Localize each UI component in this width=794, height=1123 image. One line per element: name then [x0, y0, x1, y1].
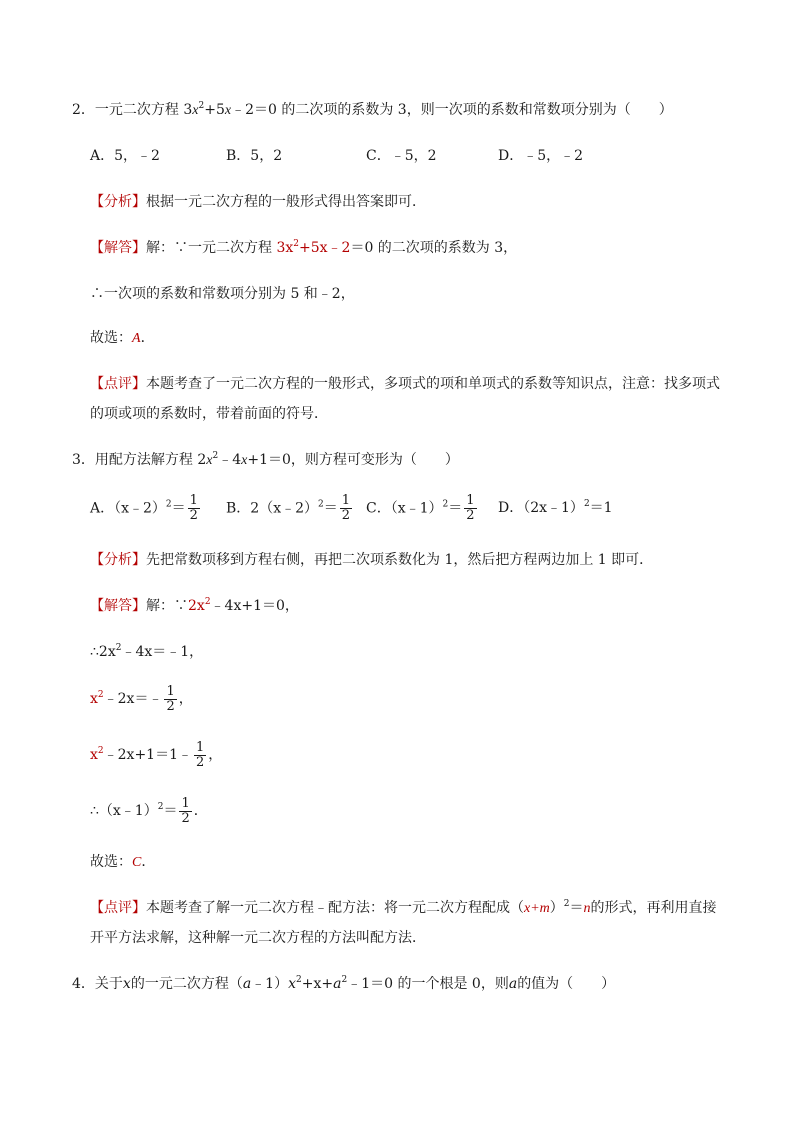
- q2-stem-text2: +5: [204, 102, 225, 118]
- comment-tag: 【点评】: [90, 376, 146, 392]
- q2-exp: 2: [198, 101, 205, 111]
- fraction-num: 1: [466, 493, 475, 508]
- comment-paren: ）: [549, 900, 564, 916]
- comment-text: 本题考查了解一元二次方程﹣配方法：将一元二次方程配成（: [146, 900, 524, 916]
- fraction-den: 2: [341, 508, 351, 523]
- fraction-num: 1: [166, 683, 175, 699]
- fraction-den: 2: [196, 754, 205, 770]
- step-text: ﹣2x+1＝1﹣: [103, 747, 192, 763]
- step-end: ，: [178, 691, 193, 707]
- fraction: [340, 494, 352, 523]
- analysis-text: 根据一元二次方程的一般形式得出答案即可．: [146, 194, 426, 210]
- q3-var: x: [206, 453, 213, 468]
- q2-option-b[interactable]: B．5，2: [226, 148, 283, 164]
- q2-choice: [90, 328, 155, 349]
- q2-stem: [72, 100, 673, 121]
- fraction-num: 1: [341, 493, 351, 508]
- step-var: x: [90, 747, 98, 763]
- q3-step1: [90, 642, 203, 662]
- q2-var: x: [192, 103, 199, 118]
- q2-analysis: [90, 192, 426, 212]
- q3-option-b[interactable]: [226, 494, 354, 523]
- q3-choice: [90, 852, 155, 873]
- q3-option-c[interactable]: [366, 494, 479, 523]
- q4-stem-text5: ﹣1＝0 的一个根是 0，则: [347, 976, 509, 992]
- option-eq: ＝: [171, 500, 186, 517]
- q3-stem-text3: +1＝0，则方程可变形为（ ）: [247, 452, 459, 468]
- answer-math: 2x: [188, 598, 205, 614]
- q4-var-a: a: [242, 976, 252, 992]
- option-text: C．（x﹣1）: [366, 500, 443, 517]
- choice-letter: A: [132, 331, 141, 346]
- q2-var2: x: [224, 103, 232, 118]
- option-text: B．2（x﹣2）: [226, 500, 318, 517]
- fraction-den: 2: [166, 698, 175, 714]
- comment-var: n: [583, 901, 591, 916]
- q3-answer: [90, 596, 299, 616]
- comment-text2: 的形式，再利用直接: [590, 900, 717, 916]
- q3-comment-line2: 开平方法求解，这种解一元二次方程的方法叫配方法．: [90, 930, 426, 946]
- q3-comment-line1: [90, 898, 717, 919]
- step-exp: 2: [97, 690, 104, 700]
- fraction-num: 1: [181, 795, 190, 811]
- option-eq: ＝: [323, 500, 338, 517]
- fraction: [164, 685, 176, 714]
- step-exp: 2: [157, 802, 164, 812]
- comment-eq: ＝: [569, 900, 584, 916]
- answer-tag: 【解答】: [90, 598, 146, 614]
- analysis-text: 先把常数项移到方程右侧，再把二次项系数化为 1，然后把方程两边加上 1 即可．: [146, 552, 654, 568]
- choice-end: ．: [141, 854, 156, 870]
- q2-stem-text: 2．一元二次方程 3: [72, 102, 193, 118]
- choice-letter: C: [132, 855, 142, 870]
- q4-var: x: [122, 976, 131, 992]
- q4-stem: [72, 974, 615, 994]
- step-text: ∴（x﹣1）: [90, 803, 158, 819]
- answer-math: 3x: [276, 240, 294, 256]
- choice-end: ．: [140, 330, 155, 346]
- q3-option-a[interactable]: [90, 494, 202, 523]
- q2-comment-line2: 的项或项的系数时，带着前面的符号．: [90, 406, 328, 422]
- q3-step2: [90, 684, 193, 714]
- fraction-num: 1: [189, 493, 198, 508]
- answer-tag: 【解答】: [90, 240, 146, 256]
- analysis-tag: 【分析】: [90, 194, 146, 210]
- option-exp: 2: [442, 499, 449, 510]
- option-exp: 2: [583, 499, 590, 509]
- analysis-tag: 【分析】: [90, 552, 146, 568]
- q3-stem-text: 3．用配方法解方程 2: [72, 452, 207, 468]
- choice-label: 故选：: [90, 854, 132, 870]
- step-end: ．: [193, 803, 208, 819]
- step-var: x: [90, 691, 98, 707]
- comment-math: x+m: [524, 901, 550, 916]
- q3-stem-text2: ﹣4: [218, 452, 242, 468]
- q4-var-a3: a: [508, 976, 518, 992]
- q3-var2: x: [241, 453, 248, 468]
- step-eq: ＝: [163, 803, 178, 819]
- q2-therefore: ∴一次项的系数和常数项分别为 5 和﹣2，: [90, 286, 355, 302]
- option-exp: 2: [318, 499, 324, 510]
- comment-tag: 【点评】: [90, 900, 146, 916]
- q3-stem: [72, 450, 459, 471]
- q3-option-d[interactable]: [498, 498, 613, 518]
- step-end: ，: [208, 747, 223, 763]
- fraction: [188, 494, 200, 523]
- fraction: [194, 741, 206, 770]
- q4-var-x: x: [288, 976, 297, 992]
- comment-exp: 2: [563, 899, 570, 909]
- step-text: ∴2x: [90, 644, 116, 660]
- fraction-den: 2: [189, 508, 198, 523]
- q2-option-d[interactable]: D．﹣5，﹣2: [498, 148, 584, 164]
- fraction-den: 2: [466, 508, 475, 523]
- step-text2: ﹣4x＝﹣1，: [121, 644, 204, 660]
- step-text: ﹣2x＝﹣: [103, 691, 163, 707]
- option-eq: ＝1: [589, 500, 613, 516]
- answer-math2: +5x﹣2: [299, 240, 351, 256]
- fraction: [464, 494, 476, 523]
- fraction-num: 1: [196, 739, 205, 755]
- q3-analysis: [90, 550, 653, 570]
- answer-text2: ﹣4x+1＝0，: [210, 598, 299, 614]
- q4-stem-text: 4．关于: [72, 976, 123, 992]
- answer-exp: 2: [293, 239, 299, 249]
- comment-text: 本题考查了一元二次方程的一般形式，多项式的项和单项式的系数等知识点，注意：找多项式: [146, 376, 720, 392]
- q4-exp2: 2: [341, 975, 348, 985]
- q2-option-a[interactable]: A．5，﹣2: [90, 148, 160, 164]
- choice-label: 故选：: [90, 330, 132, 346]
- q4-var-a2: a: [333, 976, 342, 992]
- q2-stem-text3: ﹣2＝0 的二次项的系数为 3，则一次项的系数和常数项分别为（ ）: [231, 102, 673, 118]
- answer-exp: 2: [204, 597, 211, 607]
- q3-step3: [90, 740, 222, 770]
- q3-exp: 2: [212, 451, 219, 461]
- step-exp: 2: [115, 643, 122, 653]
- q2-comment-line1: [90, 374, 720, 394]
- q4-stem-text4: +x+: [301, 976, 334, 992]
- answer-text: 解：∵: [146, 598, 188, 614]
- answer-text2: ＝0 的二次项的系数为 3，: [350, 240, 518, 256]
- q4-stem-text2: 的一元二次方程（: [130, 976, 243, 992]
- q2-option-c[interactable]: C．﹣5，2: [366, 148, 437, 164]
- q4-stem-text6: 的值为（ ）: [517, 976, 616, 992]
- option-exp: 2: [165, 499, 172, 510]
- q4-stem-text3: ﹣1）: [251, 976, 289, 992]
- fraction-den: 2: [181, 810, 190, 826]
- q3-step4: [90, 796, 208, 826]
- answer-text: 解：∵一元二次方程: [146, 240, 277, 256]
- option-text: A．（x﹣2）: [90, 500, 166, 517]
- option-eq: ＝: [448, 500, 463, 517]
- q4-exp: 2: [296, 975, 302, 985]
- option-text: D．（2x﹣1）: [498, 500, 584, 516]
- step-exp: 2: [97, 746, 104, 756]
- fraction: [179, 797, 191, 826]
- q2-answer: [90, 238, 517, 258]
